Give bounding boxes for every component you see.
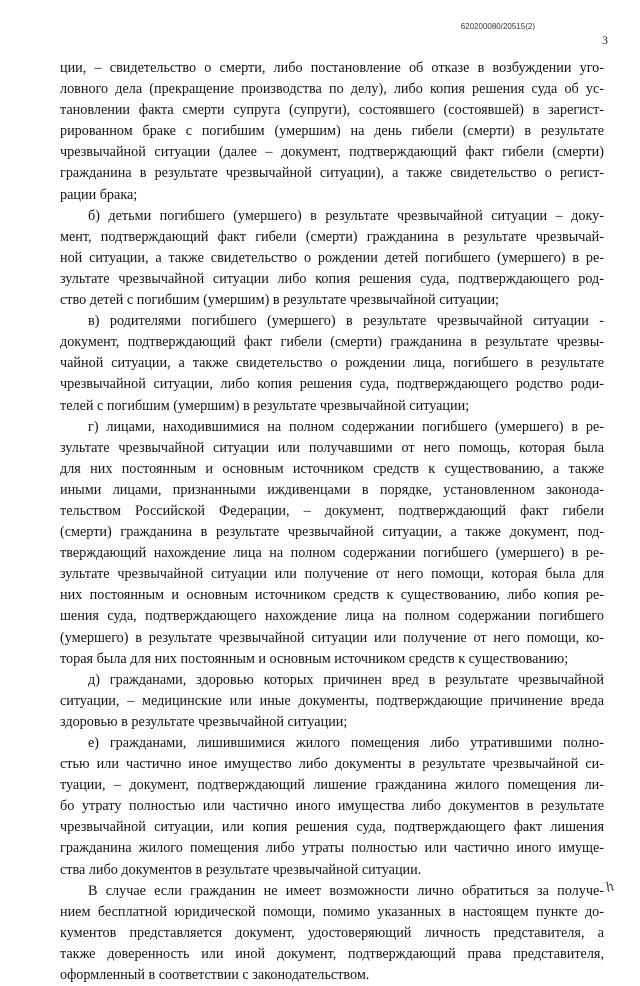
text-line: иными лицами, признанными иждивенцами в порядке, установленном законода- — [60, 481, 604, 498]
text-line: чайной ситуации, а также свидетельство о рождении лица, погибшего в результате — [60, 355, 604, 372]
text-line: зультате чрезвычайной ситуации или получение от него помощи, которая была для — [60, 566, 604, 583]
text-line: телей с погибшим (умершим) в результате чрезвычайной ситуации; — [60, 397, 470, 414]
text-line: нием бесплатной юридической помощи, помимо указанных в настоящем пункте до- — [60, 903, 604, 920]
text-line: рации брака; — [60, 186, 138, 203]
text-line: шения суда, подтверждающего нахождение лица на полном содержании погибшего — [60, 608, 604, 625]
text-line: для них постоянным и основным источником средств к существованию, а также — [60, 460, 604, 477]
text-line: ции, – свидетельство о смерти, либо постановление об отказе в возбуждении уго- — [60, 60, 604, 76]
text-line: ство детей с погибшим (умершим) в результате чрезвычайной ситуации; — [60, 292, 500, 309]
text-line: стью или частично иное имущество либо документы в результате чрезвычайной си- — [60, 756, 604, 773]
text-line: бо утрату полностью или частично иного имущества либо документов в результате — [60, 798, 604, 815]
text-line: кументов представляется документ, удостоверяющий личность представителя, а — [60, 924, 604, 941]
text-line: чрезвычайной ситуации, либо копия решения суда, подтверждающего родство роди- — [60, 376, 604, 393]
text-line: туации, – документ, подтверждающий лишение гражданина жилого помещения ли- — [60, 777, 604, 794]
text-line: тверждающий нахождение лица на полном содержании погибшего (умершего) в ре- — [60, 545, 604, 562]
text-line: гражданина жилого помещения либо утраты полностью или частично иного имуще- — [60, 840, 604, 857]
text-line: рированном браке с погибшим (умершим) на день гибели (смерти) в результате — [60, 123, 604, 140]
text-line: б) детьми погибшего (умершего) в результате чрезвычайной ситуации – доку- — [88, 207, 604, 224]
text-line: торая была для них постоянным и основным источником средств к существованию; — [60, 650, 569, 667]
text-line: чрезвычайной ситуации, или копия решения суда, подтверждающего факт лишения — [60, 819, 604, 836]
text-line: ловного дела (прекращение производства по делу), либо копия решения суда об ус- — [60, 81, 604, 98]
text-line: ства либо документов в результате чрезвычайной ситуации. — [60, 861, 422, 878]
text-line: (смерти) гражданина в результате чрезвычайной ситуации, а также документ, под- — [60, 524, 604, 541]
text-line: д) гражданами, здоровью которых причинен вред в результате чрезвычайной — [88, 671, 604, 688]
page-number: 3 — [602, 33, 608, 47]
text-line: также доверенность или иной документ, подтверждающий права представителя, — [60, 945, 604, 962]
handwritten-initial-mark: ℎ — [603, 879, 617, 896]
text-line: здоровью в результате чрезвычайной ситуации; — [60, 713, 348, 730]
text-line: мент, подтверждающий факт гибели (смерти) гражданина в результате чрезвычай- — [60, 228, 604, 245]
text-line: е) гражданами, лишившимися жилого помещения либо утратившими полно- — [88, 735, 604, 751]
text-line: оформленный в соответствии с законодательством. — [60, 967, 370, 984]
text-line: ситуации, – медицинские или иные документы, подтверждающие причинение вреда — [60, 692, 604, 709]
text-line: документ, подтверждающий факт гибели (смерти) гражданина в результате чрезвы- — [60, 334, 604, 351]
text-line: чрезвычайной ситуации (далее – документ, подтверждающий факт гибели (смерти) — [60, 144, 604, 161]
text-line: тельством Российской Федерации, – документ, подтверждающий факт гибели — [60, 502, 604, 519]
text-line: (умершего) в результате чрезвычайной ситуации или получение от него помощи, ко- — [60, 629, 604, 646]
text-line: них постоянным и основным источником средств к существованию, либо копия ре- — [60, 587, 604, 604]
text-line: гражданина в результате чрезвычайной ситуации), а также свидетельство о регист- — [60, 165, 604, 182]
text-line: зультате чрезвычайной ситуации либо копия решения суда, подтверждающего род- — [60, 270, 604, 287]
text-line: ной ситуации, а также свидетельство о рождении детей погибшего (умершего) в ре- — [60, 249, 604, 266]
text-line: в) родителями погибшего (умершего) в результате чрезвычайной ситуации - — [88, 313, 604, 330]
text-line: г) лицами, находившимися на полном содержании погибшего (умершего) в ре- — [88, 418, 604, 435]
document-registration-number: 620200080/20515(2) — [460, 22, 535, 31]
document-body-text — [60, 58, 604, 986]
text-line: В случае если гражданин не имеет возможности лично обратиться за получе- — [88, 882, 604, 899]
text-line: зультате чрезвычайной ситуации или получавшими от него помощь, которая была — [60, 439, 604, 456]
text-line: тановлении факта смерти супруга (супруги), состоявшего (состоявшей) в зарегист- — [60, 102, 604, 119]
